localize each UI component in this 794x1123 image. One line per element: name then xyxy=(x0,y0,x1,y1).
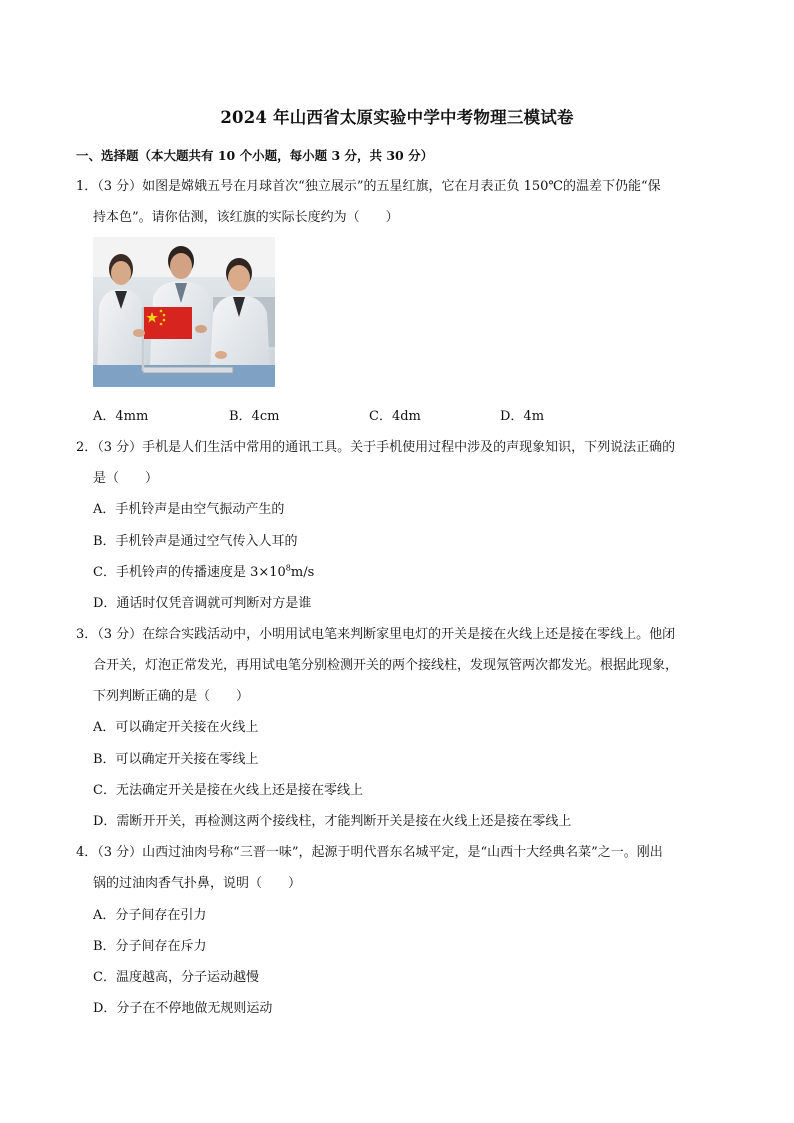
q4-option-a: A．分子间存在引力 xyxy=(93,908,207,923)
q4-option-b: B．分子间存在斥力 xyxy=(93,939,207,954)
q3-stem-line1: 3．（3 分）在综合实践活动中，小明用试电笔来判断家里电灯的开关是接在火线上还是接在零线上。他闭 xyxy=(76,627,676,642)
q4-stem-line2: 锅的过油肉香气扑鼻，说明（ ） xyxy=(93,876,302,891)
q4-option-c: C．温度越高，分子运动越慢 xyxy=(93,970,259,985)
q1-flag-photo xyxy=(93,237,275,387)
q2-option-a: A．手机铃声是由空气振动产生的 xyxy=(93,502,285,517)
q1-stem-line1: 1．（3 分）如图是嫦娥五号在月球首次“独立展示”的五星红旗，它在月表正负 150℃的温差下仍能“保 xyxy=(76,179,661,194)
q3-stem-line2: 合开关，灯泡正常发光，再用试电笔分别检测开关的两个接线柱，发现氖管两次都发光。根据此现象， xyxy=(93,658,679,673)
q3-option-b: B．可以确定开关接在零线上 xyxy=(93,752,259,767)
q2-option-b: B．手机铃声是通过空气传入人耳的 xyxy=(93,534,298,549)
q2-option-c xyxy=(93,561,314,580)
q4-option-d: D．分子在不停地做无规则运动 xyxy=(93,1001,273,1016)
q3-option-d: D．需断开开关，再检测这两个接线柱，才能判断开关是接在火线上还是接在零线上 xyxy=(93,814,572,829)
q1-option-c: C．4dm xyxy=(369,409,421,424)
q3-stem-line3: 下列判断正确的是（ ） xyxy=(93,689,250,704)
q1-option-d: D．4m xyxy=(500,409,545,424)
q2-stem-line2: 是（ ） xyxy=(93,471,159,486)
q1-option-a: A．4mm xyxy=(93,409,149,424)
q3-option-a: A．可以确定开关接在火线上 xyxy=(93,720,259,735)
q1-option-b: B．4cm xyxy=(229,409,280,424)
q2-option-d: D．通话时仅凭音调就可判断对方是谁 xyxy=(93,596,312,611)
q2-option-c-unit: m/s xyxy=(290,565,315,580)
q3-option-c: C．无法确定开关是接在火线上还是接在零线上 xyxy=(93,783,363,798)
section-heading: 一、选择题（本大题共有 10 个小题，每小题 3 分，共 30 分） xyxy=(76,148,434,163)
q2-option-c-text: C．手机铃声的传播速度是 3×10 xyxy=(93,565,286,580)
q2-stem-line1: 2．（3 分）手机是人们生活中常用的通讯工具。关于手机使用过程中涉及的声现象知识，下列说法正确的 xyxy=(76,440,676,455)
lab-scientists-flag-image xyxy=(93,237,275,387)
q1-stem-line2: 持本色”。请你估测，该红旗的实际长度约为（ ） xyxy=(93,210,399,225)
q2-option-c-exponent: 8 xyxy=(285,563,291,573)
q4-stem-line1: 4．（3 分）山西过油肉号称“三晋一味”，起源于明代晋东名城平定，是“山西十大经典名菜”之一。刚出 xyxy=(76,845,663,860)
exam-title: 2024 年山西省太原实验中学中考物理三模试卷 xyxy=(220,108,574,127)
